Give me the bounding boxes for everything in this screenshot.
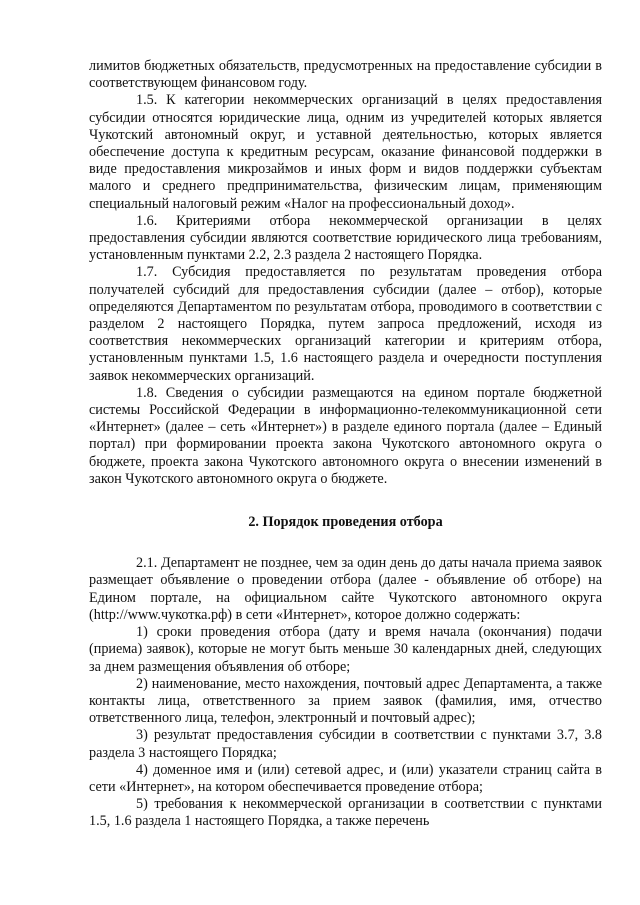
paragraph-1-5: 1.5. К категории некоммерческих организаций в целях предоставления субсидии относятся юридические лица, одним из учредителей которых является Чукотский автономный округ, и уставной деятельностью, которых является обеспечение доступа к кредитным ресурсам, оказание финансовой поддержки в виде предоставления микрозаймов и иных форм и видов поддержки субъектам малого и среднего предпринимательства, физическим лицам, применяющим специальный налоговый режим «Налог на профессиональный доход».: [89, 92, 602, 212]
list-item-5: 5) требования к некоммерческой организации в соответствии с пунктами 1.5, 1.6 раздела 1 настоящего Порядка, а также перечень: [89, 796, 602, 830]
list-item-2: 2) наименование, место нахождения, почтовый адрес Департамента, а также контакты лица, ответственного за прием заявок (фамилия, имя, отчество ответственного лица, телефон, электронный и почтовый адрес);: [89, 675, 602, 727]
list-item-1: 1) сроки проведения отбора (дату и время начала (окончания) подачи (приема) заявок), которые не могут быть меньше 30 календарных дней, следующих за днем размещения объявления об отборе;: [89, 624, 602, 675]
paragraph-1-7: 1.7. Субсидия предоставляется по результатам проведения отбора получателей субсидий для предоставления субсидии (далее – отбор), которые определяются Департаментом по результатам отбора, проводимого в соответствии с разделом 2 настоящего Порядка, путем запроса предложений, исходя из соответствия некоммерческих организаций категории и критериям отбора, установленным пунктами 1.5, 1.6 настоящего раздела и очередности поступления заявок некоммерческих организаций.: [89, 264, 602, 384]
paragraph-1-8: 1.8. Сведения о субсидии размещаются на едином портале бюджетной системы Российской Федерации в информационно-телекоммуникационной сети «Интернет» (далее – сеть «Интернет») в разделе единого портала (далее – Единый портал) при формировании проекта закона Чукотского автономного округа о бюджете, проекта закона Чукотского автономного округа о внесении изменений в закон Чукотского автономного округа о бюджете.: [89, 384, 602, 487]
section-heading: 2. Порядок проведения отбора: [248, 514, 443, 531]
paragraph-continuation: лимитов бюджетных обязательств, предусмотренных на предоставление субсидии в соответствующем финансовом году.: [89, 58, 602, 92]
paragraph-2-1: 2.1. Департамент не позднее, чем за один день до даты начала приема заявок размещает объявление о проведении отбора (далее - объявление об отборе) на Едином портале, на официальном сайте Чукотского автономного округа (http://www.чукотка.рф) в сети «Интернет», которое должно содержать:: [89, 555, 602, 623]
paragraph-1-6: 1.6. Критериями отбора некоммерческой организации в целях предоставления субсидии являются соответствие юридического лица требованиям, установленным пунктами 2.2, 2.3 раздела 2 настоящего Порядка.: [89, 212, 602, 264]
list-item-3: 3) результат предоставления субсидии в соответствии с пунктами 3.7, 3.8 раздела 3 настоящего Порядка;: [89, 727, 602, 761]
list-item-4: 4) доменное имя и (или) сетевой адрес, и (или) указатели страниц сайта в сети «Интернет», на котором обеспечивается проведение отбора;: [89, 761, 602, 795]
